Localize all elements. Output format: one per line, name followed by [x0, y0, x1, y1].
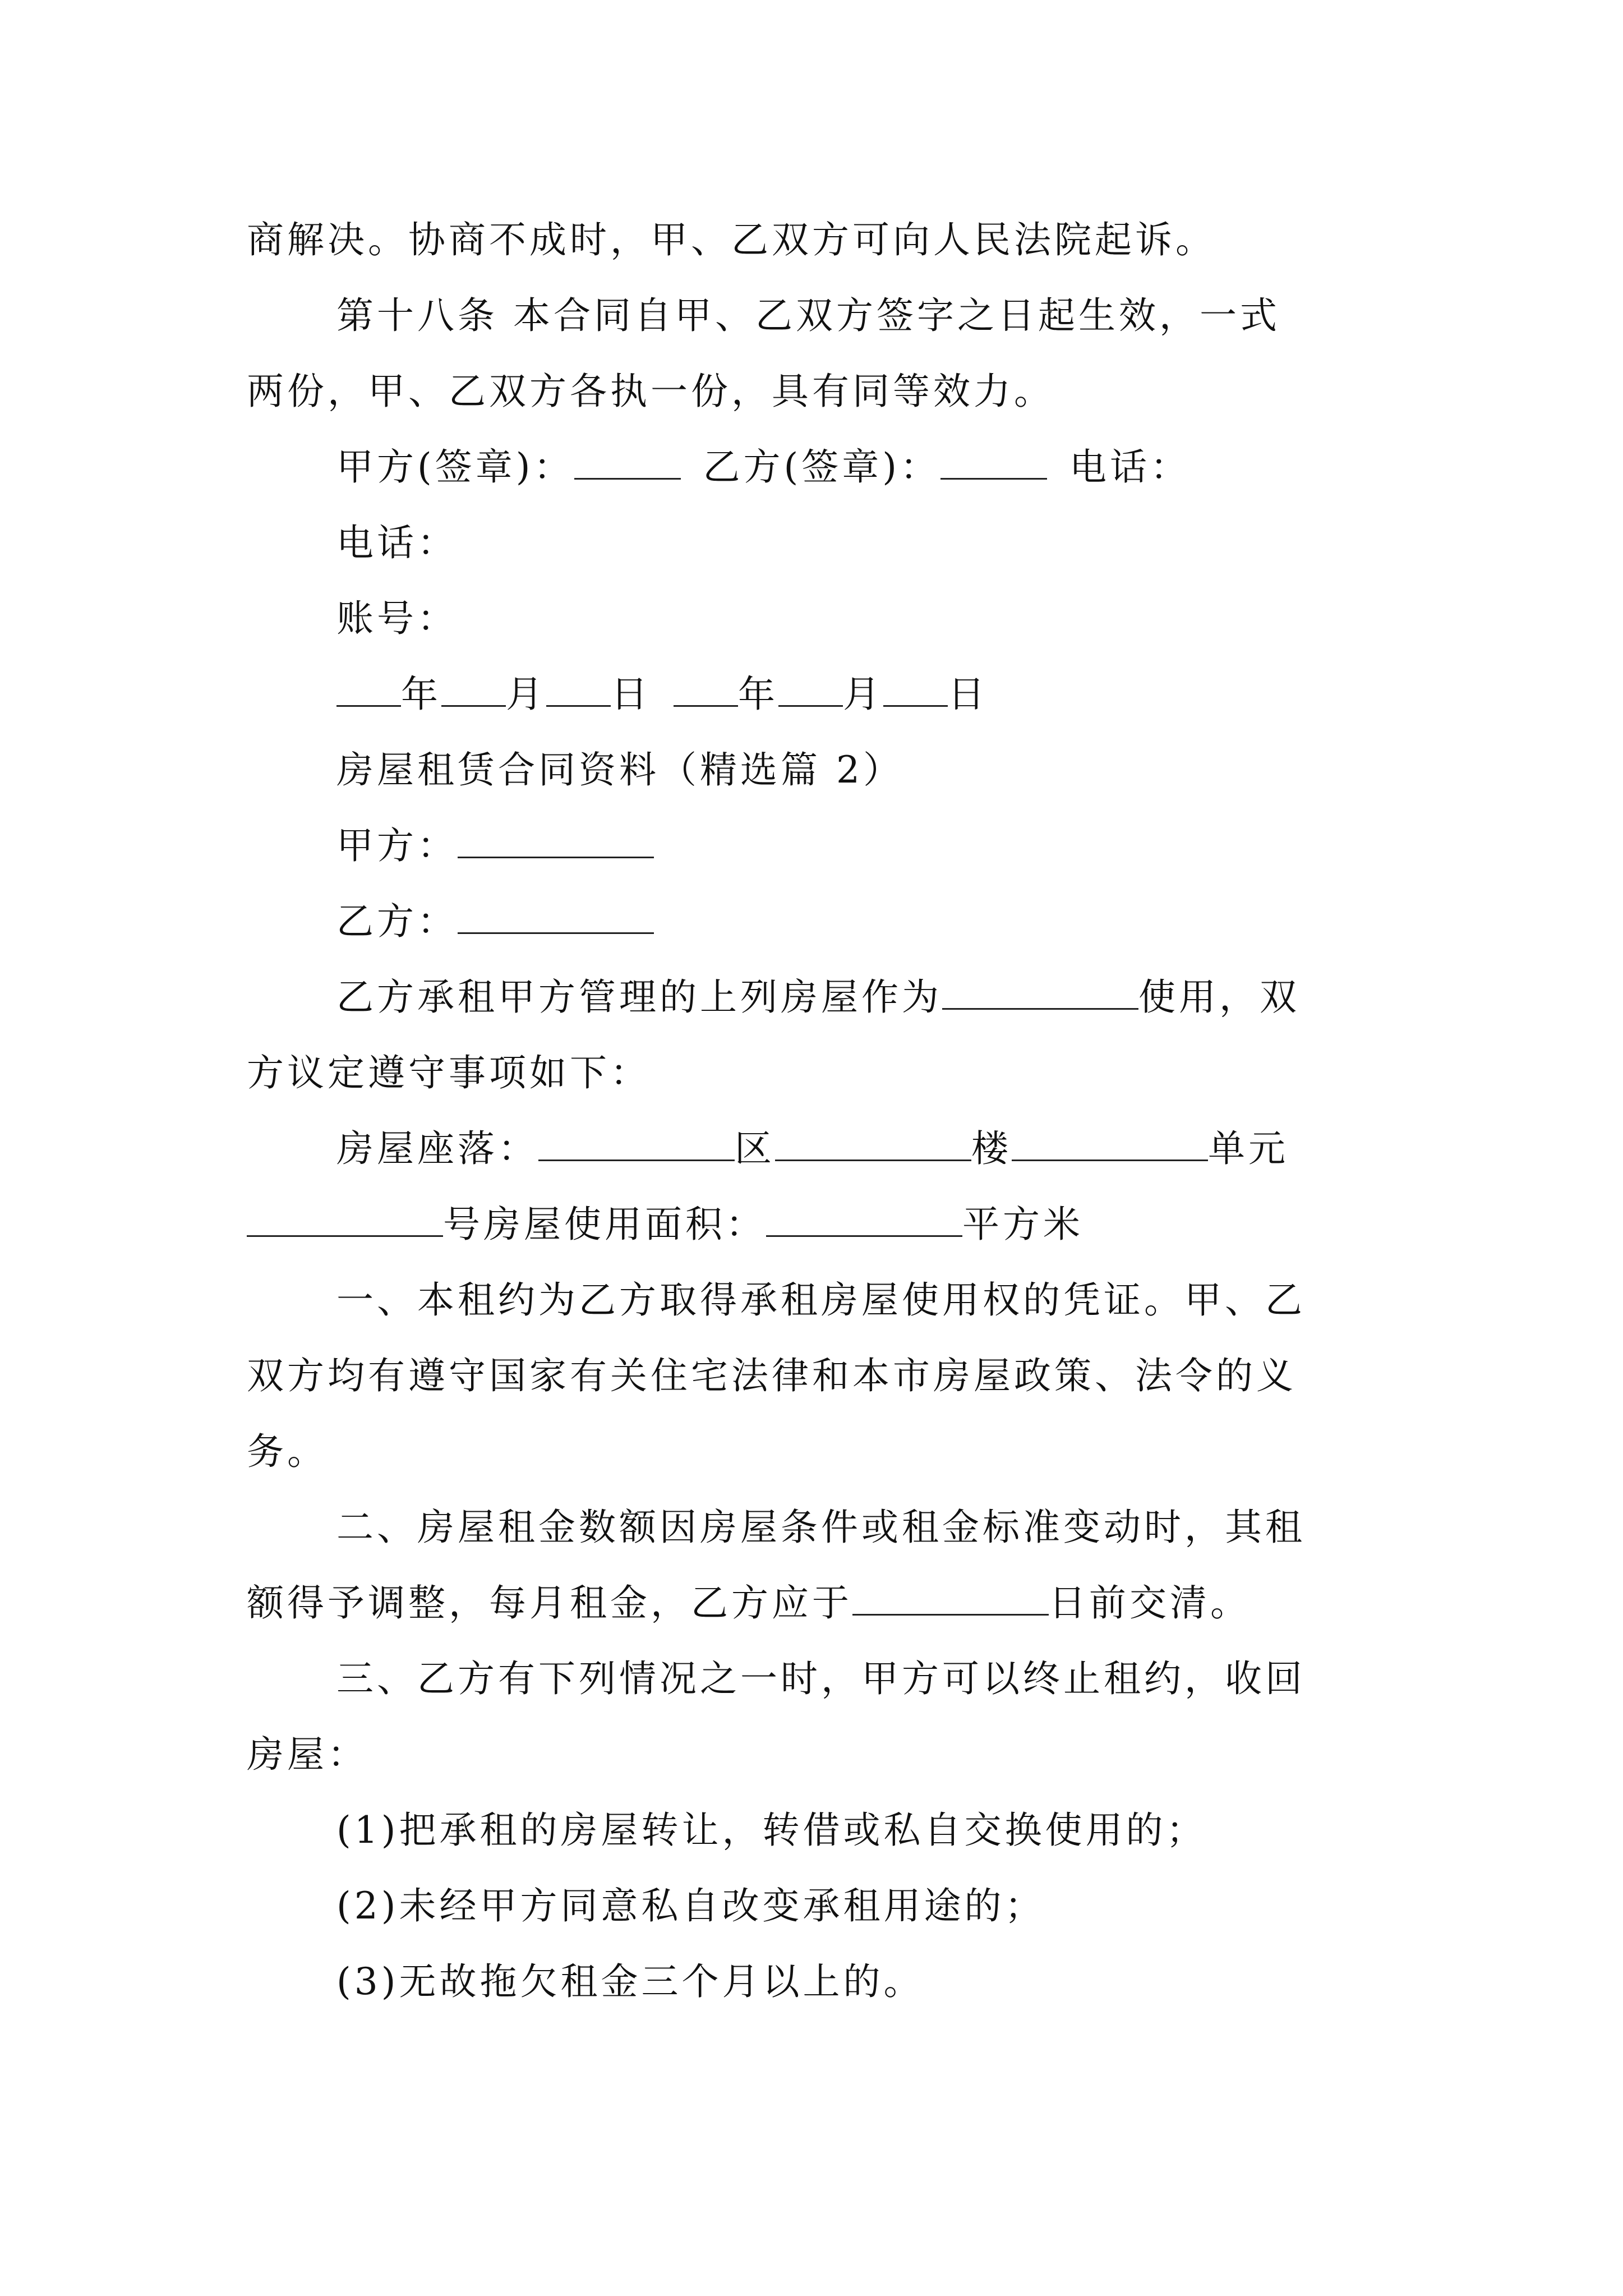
article-18-line	[247, 278, 1391, 353]
document-body	[247, 202, 1391, 2019]
area-line	[247, 1186, 1391, 1262]
paragraph-line	[247, 1717, 1391, 1792]
paragraph-line	[247, 353, 1391, 429]
party-b-line	[247, 884, 1391, 959]
text-line: 三、乙方有下列情况之一时，甲方可以终止租约，收回	[336, 1657, 1306, 1700]
clause-1-line	[247, 1262, 1391, 1338]
text-segment: 额得予调整，每月租金，乙方应于	[247, 1581, 852, 1625]
unit-label: 单元	[1208, 1127, 1289, 1170]
unit-blank	[1012, 1126, 1208, 1161]
account-label: 账号：	[336, 597, 458, 640]
party-a-label: 甲方：	[336, 824, 458, 867]
usage-line	[247, 959, 1391, 1035]
text-line: 务。	[247, 1430, 328, 1473]
party-b-label: 乙方：	[336, 900, 458, 943]
phone-label: 电话：	[1069, 445, 1191, 489]
party-a-line	[247, 808, 1391, 884]
text-line: 房屋：	[247, 1733, 368, 1776]
day-label: 日	[611, 673, 651, 716]
month-blank	[778, 671, 843, 707]
list-item	[247, 1792, 1391, 1868]
day-blank	[883, 671, 948, 707]
year-blank	[336, 671, 401, 707]
text-segment: 使用，双	[1138, 976, 1300, 1019]
paragraph-line	[247, 1338, 1391, 1414]
due-day-blank	[852, 1580, 1049, 1616]
paragraph-line	[247, 202, 1391, 278]
phone-line	[247, 505, 1391, 581]
building-label: 楼	[971, 1127, 1012, 1170]
area-blank	[766, 1202, 962, 1237]
party-a-blank	[458, 823, 654, 858]
list-item	[247, 1944, 1391, 2019]
text-line: 双方均有遵守国家有关住宅法律和本市房屋政策、法令的义	[247, 1354, 1297, 1397]
clause-2-line	[247, 1489, 1391, 1565]
rent-due-line	[247, 1565, 1391, 1641]
signature-line	[247, 429, 1391, 505]
party-a-signature-blank	[574, 444, 681, 480]
month-label: 月	[843, 673, 883, 716]
section-title	[247, 732, 1391, 808]
date-line	[247, 656, 1391, 732]
text-line: 商解决。协商不成时，甲、乙双方可向人民法院起诉。	[247, 218, 1216, 261]
address-label: 房屋座落：	[336, 1127, 538, 1170]
year-label: 年	[738, 673, 778, 716]
text-line: 二、房屋租金数额因房屋条件或租金标准变动时，其租	[336, 1506, 1306, 1549]
clause-3-line	[247, 1641, 1391, 1717]
section-title-text: 房屋租赁合同资料（精选篇 2）	[336, 748, 903, 792]
building-blank	[775, 1126, 971, 1161]
party-b-signature-label: 乙方(签章)：	[703, 445, 940, 489]
usage-blank	[942, 974, 1138, 1010]
paragraph-line	[247, 1035, 1391, 1111]
address-line	[247, 1111, 1391, 1186]
month-label: 月	[506, 673, 546, 716]
party-b-signature-blank	[940, 444, 1047, 480]
list-item-text: (2)未经甲方同意私自改变承租用途的；	[336, 1884, 1045, 1927]
room-number-blank	[247, 1202, 443, 1237]
list-item-text: (3)无故拖欠租金三个月以上的。	[336, 1960, 924, 2003]
text-segment: 乙方承租甲方管理的上列房屋作为	[336, 976, 942, 1019]
district-blank	[538, 1126, 735, 1161]
day-label: 日	[948, 673, 988, 716]
day-blank	[546, 671, 611, 707]
text-line: 第十八条 本合同自甲、乙双方签字之日起生效，一式	[336, 294, 1280, 337]
month-blank	[441, 671, 506, 707]
paragraph-line	[247, 1414, 1391, 1489]
text-line: 方议定遵守事项如下：	[247, 1051, 651, 1094]
phone-label: 电话：	[336, 521, 458, 564]
year-blank	[674, 671, 738, 707]
party-b-blank	[458, 899, 654, 934]
list-item	[247, 1868, 1391, 1944]
party-a-signature-label: 甲方(签章)：	[336, 445, 574, 489]
text-segment: 日前交清。	[1049, 1581, 1251, 1625]
text-line: 一、本租约为乙方取得承租房屋使用权的凭证。甲、乙	[336, 1278, 1306, 1322]
account-line	[247, 581, 1391, 656]
area-label: 号房屋使用面积：	[443, 1203, 766, 1246]
year-label: 年	[401, 673, 441, 716]
list-item-text: (1)把承租的房屋转让，转借或私自交换使用的；	[336, 1809, 1207, 1852]
district-label: 区	[735, 1127, 775, 1170]
area-unit: 平方米	[962, 1203, 1083, 1246]
text-line: 两份，甲、乙双方各执一份，具有同等效力。	[247, 370, 1054, 413]
